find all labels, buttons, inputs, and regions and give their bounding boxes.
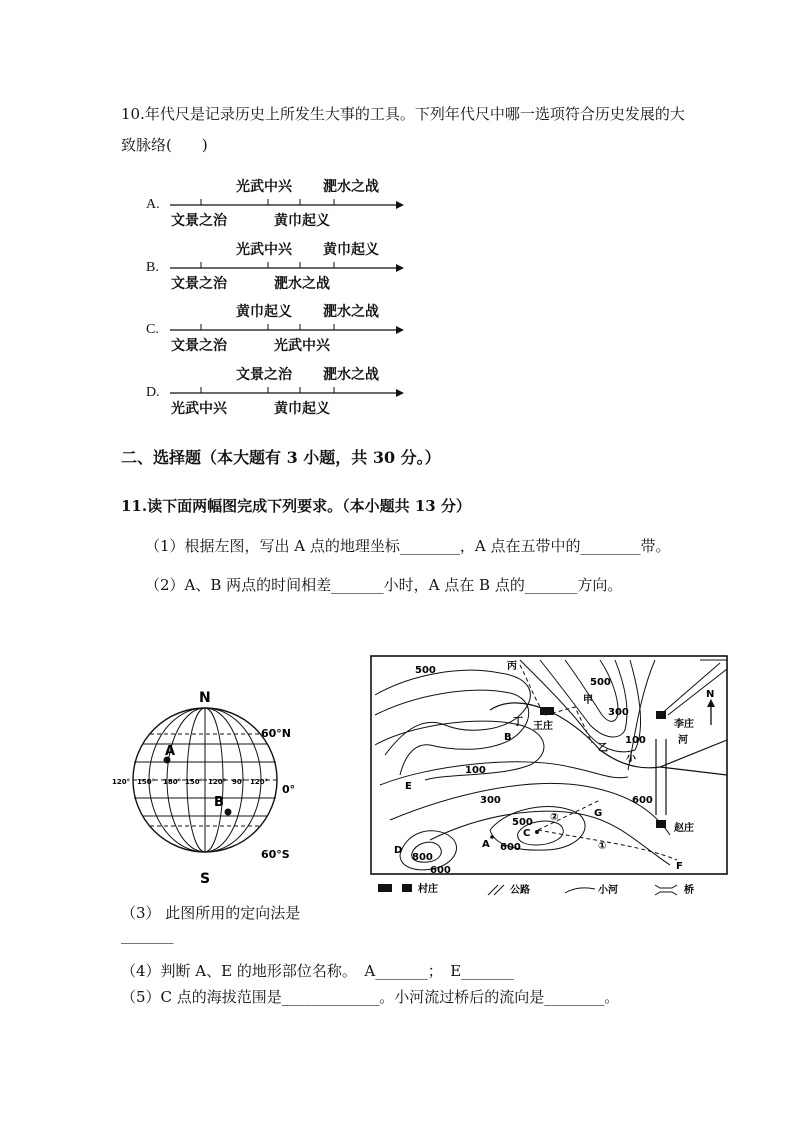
lat-0-label: 0° [282,783,296,796]
point-b-label: B [214,795,224,810]
question-11-sub-2: （2）A、B 两点的时间相差_______小时，A 点在 B 点的_______方向。 [145,576,623,594]
timeline-label: 淝水之战 [323,367,379,383]
contour-label: 100 [625,735,646,746]
timeline-label: 光武中兴 [236,242,292,258]
legend-road-icon [488,885,498,895]
timeline-label: 黄巾起义 [236,304,292,320]
timeline-label: 文景之治 [171,338,227,354]
map-point-a-marker [490,835,494,839]
option-letter: A. [146,197,160,212]
contour-label: 300 [480,795,501,806]
contour-label: 500 [512,817,533,828]
place-zhaozhuang: 赵庄 [674,823,694,834]
place-yi: 乙 [598,743,608,754]
place-bing: 丙 [507,661,517,672]
legend-river-label: 小河 [598,885,618,896]
contour-label: 300 [608,707,629,718]
map-point-f: F [676,861,683,872]
legend-bridge-icon [655,885,677,895]
question-11-sub-4: （4）判断 A、E 的地形部位名称。 A_______； E_______ [121,962,514,980]
point-a-label: A [165,744,176,759]
place-wangzhuang: 王庄 [533,721,553,732]
contour-label: 800 [412,852,433,863]
option-letter: C. [146,322,159,337]
timeline-option-d [146,360,416,418]
question-11-sub-1: （1）根据左图，写出 A 点的地理坐标________，A 点在五带中的________带。 [145,537,671,555]
question-11-sub-3-blank: _______ [121,926,174,944]
longitude-label: 180° [163,778,182,786]
timeline-label: 光武中兴 [171,401,227,417]
question-11-title: 11.读下面两幅图完成下列要求。（本小题共 13 分） [121,497,471,515]
village-lizhuang-marker [656,711,666,719]
point-b-marker [225,809,232,816]
longitude-label: 150° [137,778,156,786]
timeline-label: 光武中兴 [274,338,330,354]
timeline-label: 文景之治 [171,276,227,292]
timeline-label: 黄巾起义 [274,401,330,417]
section-heading: 二、选择题（本大题有 3 小题，共 30 分。） [121,448,441,467]
option-letter: D. [146,385,160,400]
map-point-e: E [405,781,412,792]
lat-60s-label: 60°S [261,848,290,861]
map-point-d: D [394,845,403,856]
legend-road-label: 公路 [510,885,530,896]
contour-label: 600 [500,842,521,853]
map-frame [371,656,727,874]
place-xiao: 小 [626,753,636,764]
south-label: S [200,871,211,887]
north-arrow [706,689,715,725]
lat-60n-label: 60°N [261,727,292,740]
longitude-labels [112,778,268,786]
map-point-c: C [523,828,531,839]
timeline-label: 淝水之战 [323,179,379,195]
place-jia: 甲 [583,695,593,706]
question-11-sub-5: （5）C 点的海拔范围是_____________。小河流过桥后的流向是________。 [121,988,620,1006]
map-circle-2: ② [550,812,559,823]
map-point-a: A [482,839,490,850]
longitude-label: 90° [232,778,246,786]
legend-river-icon [565,888,595,893]
contour-label: 600 [632,795,653,806]
timeline-label: 文景之治 [236,367,292,383]
timeline-label: 淝水之战 [323,304,379,320]
globe-figure [105,680,375,900]
contour-label: 500 [415,665,436,676]
map-point-c-marker [535,830,539,834]
place-lizhuang: 李庄 [674,719,694,730]
contour-label: 500 [590,677,611,688]
legend-village-label: 村庄 [418,884,438,895]
timeline-option-c [146,297,416,355]
timeline-label: 光武中兴 [236,179,292,195]
legend-village-icon [378,884,392,892]
legend-road-icon [494,885,504,895]
option-letter: B. [146,260,159,275]
timeline-label: 文景之治 [171,213,227,229]
village-wangzhuang-marker [540,707,554,715]
legend-bridge-label: 桥 [684,885,694,896]
timeline-label: 淝水之战 [274,276,330,292]
place-he: 河 [678,735,688,746]
contour-label: 100 [465,765,486,776]
village-zhaozhuang-marker [656,820,666,828]
contour-label: 600 [430,865,451,876]
map-circle-1: ① [598,841,607,852]
question-11-sub-3: （3） 此图所用的定向法是 [121,904,301,922]
question-10-text: 10.年代尺是记录历史上所发生大事的工具。下列年代尺中哪一选项符合历史发展的大致脉络( ) [121,105,685,154]
road [660,660,727,715]
timeline-option-b [146,235,416,293]
timeline-option-a [146,172,416,230]
timeline-label: 黄巾起义 [323,242,379,258]
legend-village-icon [402,884,412,892]
longitude-label: 120° [208,778,227,786]
longitude-label: 150° [185,778,204,786]
map-legend [378,882,694,896]
bridge [656,739,666,815]
longitude-label: 120° [112,778,131,786]
north-label: N [199,690,211,706]
timeline-label: 黄巾起义 [274,213,330,229]
longitude-label: 120° [250,778,269,786]
north-arrow-label: N [706,689,715,700]
place-ding: 丁 [513,717,523,728]
map-point-g: G [594,808,603,819]
contour-map-figure [370,655,728,905]
map-point-b: B [504,732,512,743]
